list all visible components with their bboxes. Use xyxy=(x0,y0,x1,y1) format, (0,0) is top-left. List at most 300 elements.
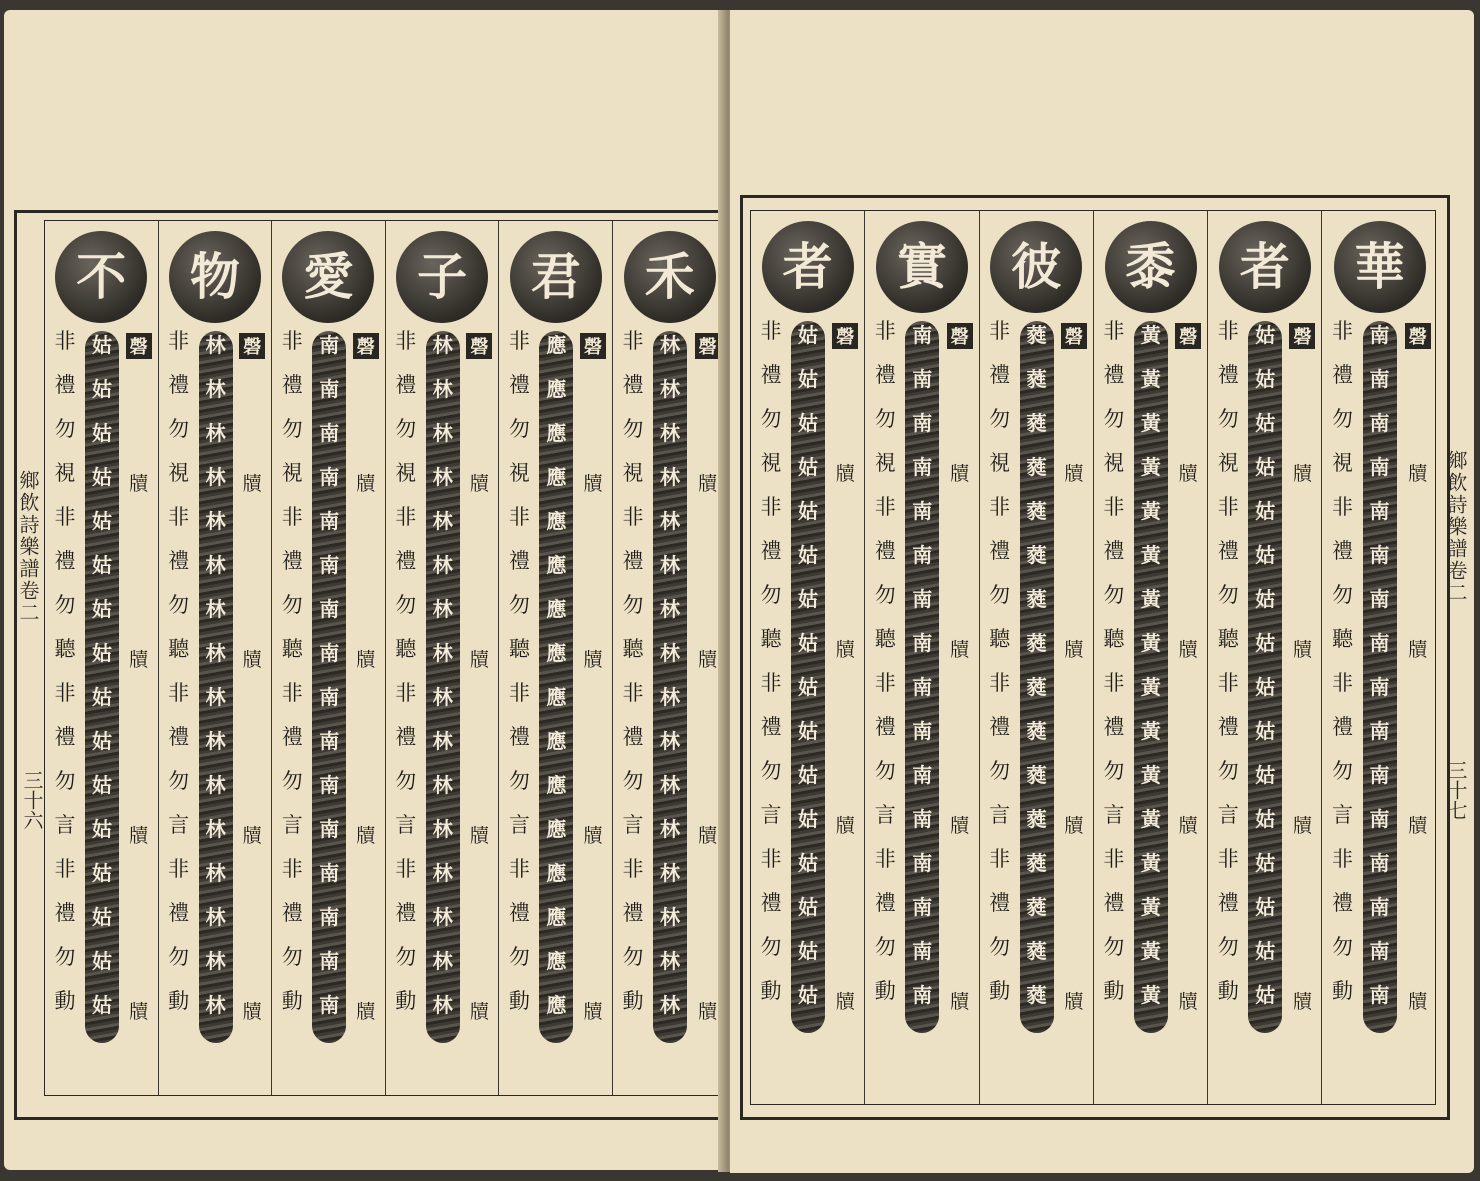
lyric-text-character: 非 xyxy=(874,671,896,695)
lyric-text-character: 非 xyxy=(168,681,190,705)
lyric-text-character: 非 xyxy=(1217,671,1239,695)
beat-marker: 牘 xyxy=(835,463,855,485)
pitch-note: 林 xyxy=(432,817,453,841)
lyric-text-character: 勿 xyxy=(874,407,896,431)
pitch-note: 蕤 xyxy=(1026,543,1047,567)
pitch-note: 蕤 xyxy=(1026,807,1047,831)
pitch-note: 姑 xyxy=(92,597,112,621)
pitch-note: 姑 xyxy=(1255,763,1276,787)
pitch-note: 南 xyxy=(912,543,933,567)
lyric-text-character: 禮 xyxy=(1103,539,1125,563)
lyric-text-character: 禮 xyxy=(622,901,644,925)
pitch-note-bar xyxy=(1134,321,1168,1033)
lyric-character-seal xyxy=(1334,221,1426,313)
lyric-text-line xyxy=(757,321,785,1025)
lyric-text-character: 視 xyxy=(395,461,417,485)
pitch-note: 林 xyxy=(432,333,453,357)
pitch-note: 姑 xyxy=(1255,939,1276,963)
lyric-text-character: 言 xyxy=(1217,803,1239,827)
pitch-note: 姑 xyxy=(1255,499,1276,523)
pitch-note: 林 xyxy=(432,773,453,797)
pitch-note: 林 xyxy=(660,509,680,533)
pitch-note: 南 xyxy=(912,719,933,743)
lyric-text-character: 勿 xyxy=(1332,759,1353,783)
lyric-text-character: 非 xyxy=(622,681,644,705)
pitch-note: 黃 xyxy=(1140,367,1161,391)
beat-marker: 牘 xyxy=(698,473,718,495)
pitch-note: 林 xyxy=(205,377,226,401)
pitch-note: 林 xyxy=(205,641,226,665)
pitch-note: 姑 xyxy=(798,895,818,919)
lyric-character: 實 xyxy=(896,237,947,296)
beat-marker: 牘 xyxy=(1292,815,1312,837)
lyric-text-character: 勿 xyxy=(54,417,76,441)
pitch-note: 林 xyxy=(660,421,680,445)
pitch-note: 林 xyxy=(660,377,680,401)
lyric-text-character: 動 xyxy=(874,979,896,1003)
lyric-text-line xyxy=(1214,321,1242,1025)
pitch-note: 黃 xyxy=(1140,587,1161,611)
pitch-note: 林 xyxy=(432,641,453,665)
pitch-note: 南 xyxy=(319,949,340,973)
lyric-character-seal xyxy=(1105,221,1197,313)
pitch-note: 黃 xyxy=(1140,763,1161,787)
lyric-text-character: 動 xyxy=(760,979,782,1003)
lyric-text-character: 非 xyxy=(760,319,782,343)
lyric-text-character: 視 xyxy=(989,451,1011,475)
lyric-character: 者 xyxy=(1239,237,1290,296)
pitch-note: 南 xyxy=(319,905,340,929)
right-column xyxy=(980,211,1094,1104)
pitch-note: 南 xyxy=(319,641,340,665)
pitch-note: 姑 xyxy=(1255,675,1276,699)
left-column xyxy=(386,221,500,1095)
pitch-note: 南 xyxy=(1369,499,1390,523)
lyric-text-character: 聽 xyxy=(508,637,530,661)
pitch-note: 林 xyxy=(205,817,226,841)
lyric-text-character: 非 xyxy=(281,505,303,529)
pitch-note: 黃 xyxy=(1140,851,1161,875)
lyric-text-line xyxy=(392,331,420,1035)
pitch-note: 姑 xyxy=(1255,367,1276,391)
lyric-text-character: 禮 xyxy=(1217,715,1239,739)
lyric-text-character: 勿 xyxy=(395,769,417,793)
pitch-note: 南 xyxy=(912,411,933,435)
pitch-note: 南 xyxy=(1369,895,1390,919)
pitch-note: 姑 xyxy=(798,939,818,963)
lyric-text-character: 勿 xyxy=(281,945,303,969)
lyric-text-character: 勿 xyxy=(1103,583,1125,607)
lyric-text-character: 勿 xyxy=(395,593,417,617)
lyric-text-line xyxy=(1329,321,1357,1025)
lyric-text-character: 非 xyxy=(989,847,1011,871)
pitch-note: 姑 xyxy=(798,587,818,611)
lyric-text-character: 勿 xyxy=(1217,759,1239,783)
pitch-note: 南 xyxy=(912,587,933,611)
lyric-text-character: 非 xyxy=(168,329,190,353)
lyric-text-character: 禮 xyxy=(395,901,417,925)
left-page xyxy=(4,10,725,1170)
lyric-text-character: 勿 xyxy=(760,583,782,607)
instrument-marker: 磬 xyxy=(832,323,858,349)
pitch-note: 應 xyxy=(546,377,567,401)
lyric-text-character: 非 xyxy=(281,857,303,881)
pitch-note: 應 xyxy=(546,685,567,709)
pitch-note: 南 xyxy=(1369,939,1390,963)
pitch-note: 南 xyxy=(1369,719,1390,743)
lyric-text-character: 視 xyxy=(168,461,190,485)
pitch-note: 南 xyxy=(319,333,340,357)
lyric-text-character: 勿 xyxy=(1217,583,1239,607)
lyric-text-character: 言 xyxy=(508,813,530,837)
pitch-note: 南 xyxy=(319,773,340,797)
pitch-note-bar xyxy=(85,331,119,1043)
pitch-note: 姑 xyxy=(92,509,112,533)
lyric-character: 禾 xyxy=(644,247,695,306)
pitch-note: 應 xyxy=(546,817,567,841)
pitch-note: 林 xyxy=(205,597,226,621)
lyric-text-character: 非 xyxy=(508,505,530,529)
lyric-text-character: 勿 xyxy=(395,417,417,441)
pitch-note: 應 xyxy=(546,729,567,753)
lyric-text-character: 非 xyxy=(508,857,530,881)
lyric-text-character: 勿 xyxy=(281,593,303,617)
lyric-character: 彼 xyxy=(1011,237,1062,296)
lyric-text-character: 禮 xyxy=(874,539,896,563)
lyric-text-character: 言 xyxy=(281,813,303,837)
lyric-text-character: 視 xyxy=(508,461,530,485)
beat-marker: 牘 xyxy=(950,991,970,1013)
pitch-note: 姑 xyxy=(798,983,818,1007)
pitch-note: 黃 xyxy=(1140,719,1161,743)
pitch-note: 林 xyxy=(660,333,680,357)
pitch-note-bar xyxy=(1248,321,1282,1033)
pitch-note: 黃 xyxy=(1140,983,1161,1007)
lyric-text-character: 勿 xyxy=(1103,407,1125,431)
lyric-text-character: 聽 xyxy=(989,627,1011,651)
lyric-character-seal xyxy=(876,221,968,313)
pitch-note: 南 xyxy=(912,763,933,787)
lyric-text-character: 勿 xyxy=(989,935,1011,959)
pitch-note: 林 xyxy=(205,861,226,885)
beat-marker: 牘 xyxy=(129,649,149,671)
pitch-note: 林 xyxy=(660,553,680,577)
beat-marker: 牘 xyxy=(356,649,376,671)
lyric-text-line xyxy=(1100,321,1128,1025)
beat-marker: 牘 xyxy=(1408,815,1428,837)
beat-marker: 牘 xyxy=(356,473,376,495)
lyric-text-character: 非 xyxy=(874,319,896,343)
pitch-note: 姑 xyxy=(92,993,112,1017)
lyric-character-seal xyxy=(510,231,602,323)
lyric-text-character: 非 xyxy=(760,495,782,519)
pitch-note: 應 xyxy=(546,641,567,665)
lyric-text-line xyxy=(619,331,647,1035)
pitch-note: 姑 xyxy=(1255,895,1276,919)
lyric-text-character: 言 xyxy=(874,803,896,827)
lyric-text-line xyxy=(986,321,1014,1025)
lyric-text-character: 視 xyxy=(622,461,644,485)
lyric-text-character: 非 xyxy=(168,505,190,529)
pitch-note-bar xyxy=(539,331,573,1043)
pitch-note: 南 xyxy=(1369,807,1390,831)
pitch-note: 南 xyxy=(319,509,340,533)
lyric-text-character: 聽 xyxy=(168,637,190,661)
pitch-note: 姑 xyxy=(798,719,818,743)
lyric-text-line xyxy=(278,331,306,1035)
lyric-text-character: 非 xyxy=(1332,495,1353,519)
pitch-note: 姑 xyxy=(798,455,818,479)
pitch-note: 林 xyxy=(432,685,453,709)
pitch-note: 林 xyxy=(432,509,453,533)
pitch-note: 南 xyxy=(319,993,340,1017)
beat-marker: 牘 xyxy=(1178,639,1198,661)
lyric-character: 黍 xyxy=(1125,237,1176,296)
beat-marker: 牘 xyxy=(1292,991,1312,1013)
lyric-character-seal xyxy=(1219,221,1311,313)
lyric-text-character: 勿 xyxy=(281,417,303,441)
lyric-character-seal xyxy=(169,231,261,323)
pitch-note: 姑 xyxy=(92,729,112,753)
right-page-number: 三十七 xyxy=(1444,760,1468,820)
lyric-text-character: 動 xyxy=(168,989,190,1013)
pitch-note: 南 xyxy=(1369,631,1390,655)
pitch-note: 蕤 xyxy=(1026,323,1047,347)
lyric-text-character: 言 xyxy=(1332,803,1353,827)
pitch-note: 姑 xyxy=(798,411,818,435)
pitch-note: 姑 xyxy=(92,553,112,577)
beat-marker: 牘 xyxy=(583,649,603,671)
lyric-text-character: 視 xyxy=(1332,451,1353,475)
pitch-note: 姑 xyxy=(1255,851,1276,875)
beat-marker: 牘 xyxy=(129,825,149,847)
lyric-text-character: 勿 xyxy=(508,593,530,617)
instrument-marker: 磬 xyxy=(1405,323,1431,349)
right-page-grid xyxy=(750,210,1436,1105)
beat-marker: 牘 xyxy=(950,815,970,837)
pitch-note: 姑 xyxy=(92,773,112,797)
lyric-text-character: 勿 xyxy=(168,945,190,969)
lyric-text-character: 勿 xyxy=(1332,583,1353,607)
pitch-note: 應 xyxy=(546,861,567,885)
pitch-note: 黃 xyxy=(1140,323,1161,347)
pitch-note: 蕤 xyxy=(1026,895,1047,919)
pitch-note: 林 xyxy=(660,861,680,885)
pitch-note: 林 xyxy=(660,641,680,665)
pitch-note: 蕤 xyxy=(1026,455,1047,479)
lyric-text-character: 勿 xyxy=(760,935,782,959)
lyric-text-character: 非 xyxy=(1103,495,1125,519)
pitch-note: 蕤 xyxy=(1026,983,1047,1007)
lyric-text-character: 動 xyxy=(395,989,417,1013)
beat-marker: 牘 xyxy=(242,825,262,847)
pitch-note: 蕤 xyxy=(1026,367,1047,391)
lyric-text-character: 非 xyxy=(622,329,644,353)
lyric-text-character: 勿 xyxy=(874,583,896,607)
pitch-note: 南 xyxy=(912,851,933,875)
lyric-text-character: 非 xyxy=(1332,319,1353,343)
lyric-text-character: 禮 xyxy=(1103,891,1125,915)
pitch-note: 林 xyxy=(660,729,680,753)
lyric-text-character: 言 xyxy=(168,813,190,837)
beat-marker: 牘 xyxy=(583,1001,603,1023)
right-side-title: 鄉飲詩樂譜卷二 xyxy=(1444,450,1468,604)
lyric-text-character: 非 xyxy=(1217,319,1239,343)
left-column xyxy=(159,221,273,1095)
pitch-note-bar xyxy=(312,331,346,1043)
lyric-text-character: 禮 xyxy=(760,891,782,915)
lyric-text-character: 勿 xyxy=(1332,935,1353,959)
pitch-note: 姑 xyxy=(798,763,818,787)
lyric-text-character: 禮 xyxy=(874,363,896,387)
lyric-text-character: 言 xyxy=(1103,803,1125,827)
pitch-note: 南 xyxy=(1369,983,1390,1007)
pitch-note: 應 xyxy=(546,949,567,973)
left-column xyxy=(272,221,386,1095)
pitch-note: 南 xyxy=(319,465,340,489)
pitch-note: 林 xyxy=(432,905,453,929)
lyric-text-character: 禮 xyxy=(168,901,190,925)
pitch-note: 南 xyxy=(1369,411,1390,435)
lyric-character: 君 xyxy=(530,247,581,306)
lyric-text-character: 言 xyxy=(760,803,782,827)
lyric-text-character: 非 xyxy=(760,671,782,695)
right-column xyxy=(751,211,865,1104)
pitch-note: 姑 xyxy=(1255,631,1276,655)
lyric-text-character: 禮 xyxy=(54,901,76,925)
pitch-note: 黃 xyxy=(1140,807,1161,831)
beat-marker: 牘 xyxy=(356,825,376,847)
left-column xyxy=(499,221,613,1095)
beat-marker: 牘 xyxy=(950,463,970,485)
lyric-text-character: 視 xyxy=(1103,451,1125,475)
lyric-text-character: 禮 xyxy=(622,549,644,573)
pitch-note: 姑 xyxy=(798,675,818,699)
lyric-text-character: 非 xyxy=(1217,847,1239,871)
pitch-note: 南 xyxy=(1369,587,1390,611)
pitch-note: 蕤 xyxy=(1026,587,1047,611)
pitch-note: 林 xyxy=(432,949,453,973)
pitch-note: 林 xyxy=(660,993,680,1017)
pitch-note: 姑 xyxy=(798,323,818,347)
lyric-text-character: 禮 xyxy=(1217,539,1239,563)
lyric-text-character: 動 xyxy=(622,989,644,1013)
lyric-text-character: 禮 xyxy=(281,549,303,573)
pitch-note: 姑 xyxy=(92,465,112,489)
instrument-marker: 磬 xyxy=(126,333,152,359)
beat-marker: 牘 xyxy=(469,1001,489,1023)
lyric-text-character: 禮 xyxy=(989,539,1011,563)
lyric-text-character: 勿 xyxy=(1103,935,1125,959)
lyric-text-character: 聽 xyxy=(1103,627,1125,651)
pitch-note: 蕤 xyxy=(1026,719,1047,743)
lyric-text-character: 非 xyxy=(54,681,76,705)
lyric-text-character: 聽 xyxy=(395,637,417,661)
instrument-marker: 磬 xyxy=(353,333,379,359)
lyric-text-character: 勿 xyxy=(1217,407,1239,431)
lyric-text-character: 非 xyxy=(395,329,417,353)
lyric-text-character: 禮 xyxy=(395,373,417,397)
pitch-note: 應 xyxy=(546,509,567,533)
lyric-text-character: 禮 xyxy=(168,373,190,397)
lyric-text-character: 勿 xyxy=(508,417,530,441)
beat-marker: 牘 xyxy=(469,825,489,847)
pitch-note: 蕤 xyxy=(1026,939,1047,963)
pitch-note: 林 xyxy=(205,773,226,797)
lyric-text-character: 勿 xyxy=(508,945,530,969)
lyric-text-character: 非 xyxy=(622,857,644,881)
pitch-note: 姑 xyxy=(92,905,112,929)
lyric-text-character: 禮 xyxy=(54,373,76,397)
lyric-text-character: 禮 xyxy=(1103,363,1125,387)
pitch-note-bar xyxy=(905,321,939,1033)
instrument-marker: 磬 xyxy=(466,333,492,359)
lyric-character: 者 xyxy=(782,237,833,296)
lyric-text-character: 非 xyxy=(395,681,417,705)
lyric-text-character: 非 xyxy=(1103,671,1125,695)
pitch-note: 南 xyxy=(912,455,933,479)
right-column xyxy=(865,211,979,1104)
pitch-note: 林 xyxy=(432,377,453,401)
instrument-marker: 磬 xyxy=(239,333,265,359)
lyric-text-character: 非 xyxy=(989,495,1011,519)
pitch-note: 姑 xyxy=(798,367,818,391)
beat-marker: 牘 xyxy=(242,473,262,495)
pitch-note: 姑 xyxy=(92,685,112,709)
lyric-text-character: 勿 xyxy=(395,945,417,969)
pitch-note: 姑 xyxy=(1255,807,1276,831)
lyric-character-seal xyxy=(55,231,147,323)
lyric-text-character: 禮 xyxy=(989,891,1011,915)
lyric-text-character: 禮 xyxy=(989,363,1011,387)
beat-marker: 牘 xyxy=(698,649,718,671)
pitch-note: 南 xyxy=(912,675,933,699)
lyric-text-character: 非 xyxy=(395,857,417,881)
lyric-text-character: 禮 xyxy=(54,725,76,749)
lyric-character-seal xyxy=(762,221,854,313)
pitch-note: 林 xyxy=(432,597,453,621)
pitch-note: 林 xyxy=(660,817,680,841)
pitch-note: 林 xyxy=(432,553,453,577)
pitch-note: 南 xyxy=(1369,455,1390,479)
lyric-text-character: 禮 xyxy=(281,901,303,925)
lyric-text-character: 禮 xyxy=(508,373,530,397)
pitch-note: 姑 xyxy=(92,817,112,841)
lyric-text-character: 禮 xyxy=(168,725,190,749)
lyric-text-character: 禮 xyxy=(1332,539,1353,563)
lyric-text-character: 非 xyxy=(281,681,303,705)
beat-marker: 牘 xyxy=(950,639,970,661)
lyric-character: 不 xyxy=(76,247,127,306)
lyric-text-character: 禮 xyxy=(760,539,782,563)
lyric-text-character: 非 xyxy=(54,857,76,881)
lyric-text-character: 動 xyxy=(1103,979,1125,1003)
lyric-text-character: 禮 xyxy=(760,715,782,739)
pitch-note: 應 xyxy=(546,993,567,1017)
pitch-note-bar xyxy=(653,331,687,1043)
pitch-note: 林 xyxy=(205,553,226,577)
lyric-text-line xyxy=(505,331,533,1035)
beat-marker: 牘 xyxy=(1408,991,1428,1013)
instrument-marker: 磬 xyxy=(947,323,973,349)
pitch-note: 林 xyxy=(660,773,680,797)
lyric-text-character: 非 xyxy=(760,847,782,871)
pitch-note-bar xyxy=(1020,321,1054,1033)
pitch-note: 姑 xyxy=(798,543,818,567)
pitch-note: 黃 xyxy=(1140,675,1161,699)
lyric-text-character: 禮 xyxy=(1103,715,1125,739)
lyric-text-character: 禮 xyxy=(395,725,417,749)
